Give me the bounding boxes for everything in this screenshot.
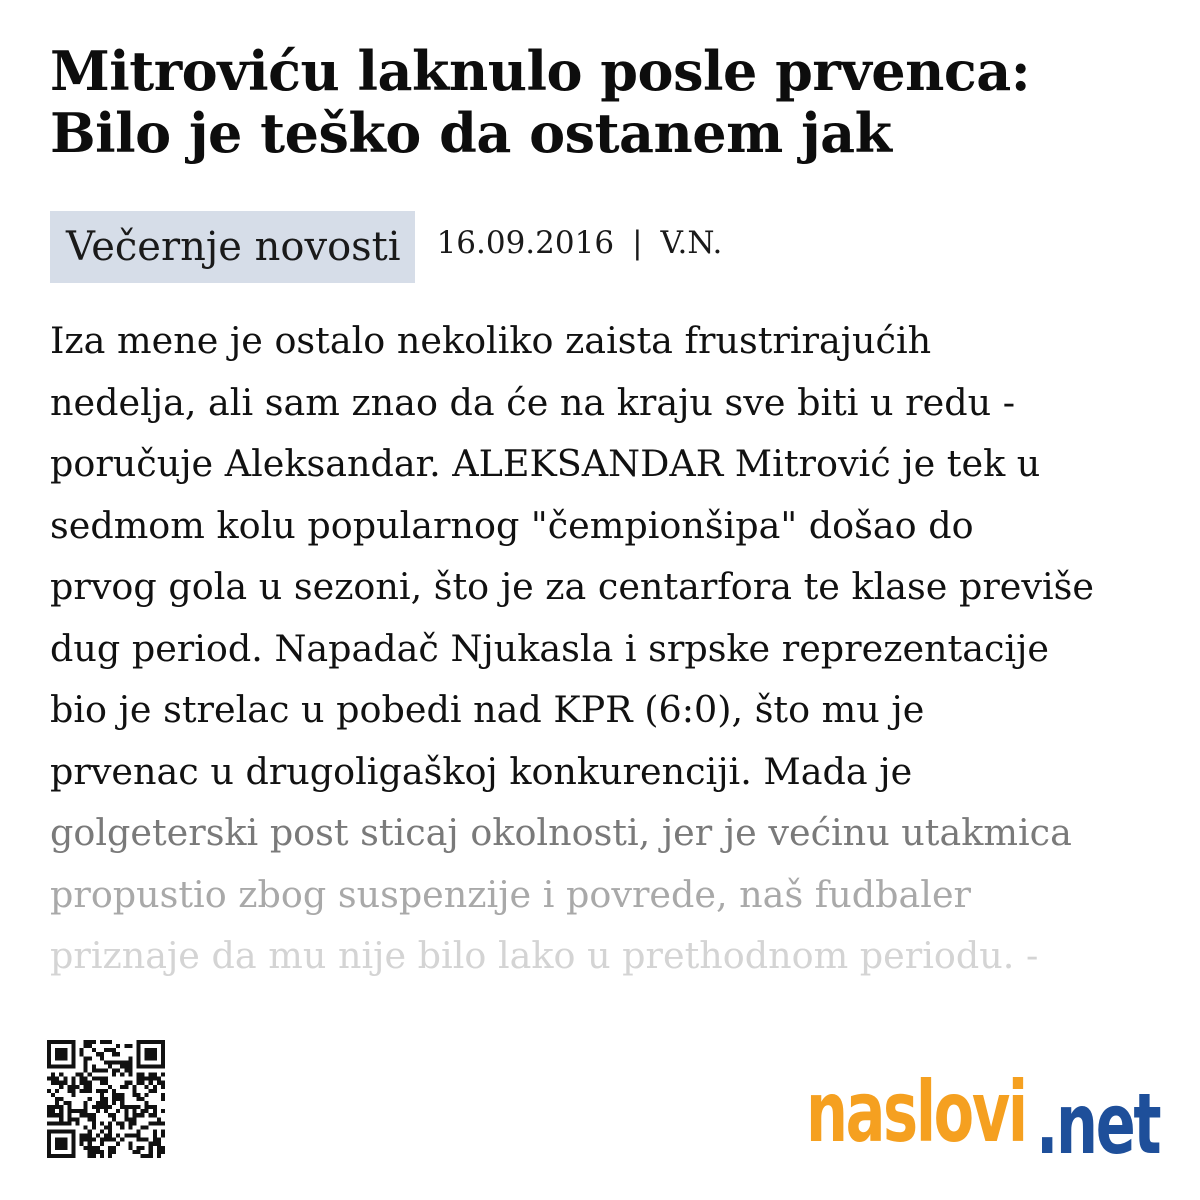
body-line: prvog gola u sezoni, što je za centarfora te klase previše bbox=[50, 565, 1094, 608]
qr-code-icon[interactable] bbox=[47, 1040, 165, 1158]
headline-line-1: Mitroviću laknulo posle prvenca: bbox=[50, 39, 1031, 103]
meta-info bbox=[437, 225, 723, 261]
body-line: bio je strelac u pobedi nad KPR (6:0), što mu je bbox=[50, 688, 925, 731]
body-line: golgeterski post sticaj okolnosti, jer je većinu utakmica bbox=[50, 811, 1072, 854]
naslovi-logo[interactable] bbox=[806, 1062, 1194, 1172]
body-line: poručuje Aleksandar. ALEKSANDAR Mitrović je tek u bbox=[50, 442, 1041, 485]
body-line: sedmom kolu popularnog "čempionšipa" došao do bbox=[50, 503, 974, 547]
body-line: priznaje da mu nije bilo lako u prethodnom periodu. - bbox=[50, 934, 1039, 977]
article-headline bbox=[50, 40, 1180, 164]
body-line: dug period. Napadač Njukasla i srpske reprezentacije bbox=[50, 626, 1050, 670]
headline-line-2: Bilo je teško da ostanem jak bbox=[50, 101, 892, 165]
article-meta bbox=[50, 211, 722, 283]
logo-text-net: .net bbox=[1035, 1075, 1159, 1173]
source-badge[interactable]: Večernje novosti bbox=[50, 211, 415, 283]
article-body bbox=[50, 310, 1170, 1000]
logo-text-naslovi: naslovi bbox=[806, 1063, 1026, 1161]
meta-separator: | bbox=[632, 225, 643, 261]
body-line: Iza mene je ostalo nekoliko zaista frustrirajućih bbox=[50, 319, 932, 362]
body-line: nedelja, ali sam znao da će na kraju sve biti u redu - bbox=[50, 380, 1016, 424]
author: V.N. bbox=[660, 225, 723, 261]
publish-date: 16.09.2016 bbox=[436, 225, 615, 261]
body-line: propustio zbog suspenzije i povrede, naš fudbaler bbox=[50, 872, 972, 916]
body-line: prvenac u drugoligaškoj konkurenciji. Mada je bbox=[50, 749, 913, 793]
